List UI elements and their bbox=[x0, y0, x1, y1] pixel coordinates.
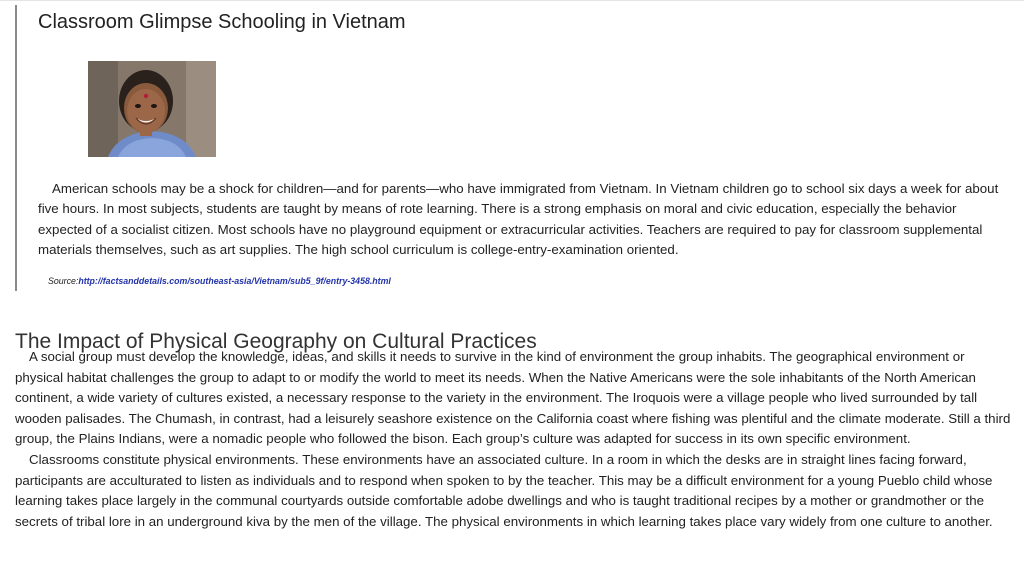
callout-title: Classroom Glimpse Schooling in Vietnam bbox=[38, 11, 406, 33]
source-link[interactable]: http://factsanddetails.com/southeast-asia/Vietnam/sub5_9f/entry-3458.html bbox=[78, 276, 391, 286]
article-paragraph: A social group must develop the knowledge, ideas, and skills it needs to survive in the kind of environment the group inhabits. The geographical environment or physical habitat challenges the group to adapt to or modify the world to meet its needs. When the Native Americans were the sole inhabitants of the North American continent, a wide variety of cultures existed, a necessary response to the variety in the environment. The Iroquois were a village people who lived surrounded by tall wooden palisades. The Chumash, in contrast, had a leisurely seashore existence on the California coast where fishing was plentiful and the climate moderate. Still a third group, the Plains Indians, were a nomadic people who followed the bison. Each group’s culture was adapted for success in its own specific environment. bbox=[15, 349, 1011, 447]
source-label: Source: bbox=[48, 276, 79, 286]
photo-illustration bbox=[88, 61, 216, 157]
source-line bbox=[48, 276, 391, 286]
callout-text: American schools may be a shock for children—and for parents—who have immigrated from Vietnam. In Vietnam children go to school six days a week for about five hours. In most subjects, students are taught by means of rote learning. There is a strong emphasis on moral and civic education, especially the behavior expected of a socialist citizen. Most schools have no playground equipment or extracurricular activities. Teachers are required to pay for classroom supplemental materials themselves, such as art supplies. The high school curriculum is college-entry-examination oriented. bbox=[38, 181, 999, 258]
callout-box bbox=[15, 5, 1010, 291]
article-paragraph: Classrooms constitute physical environments. These environments have an associated culture. In a room in which the desks are in straight lines facing forward, participants are acculturated to listen as individuals and to respond when spoken to by the teacher. This may be a difficult environment for a young Pueblo child whose learning takes place largely in the communal courtyards outside comfortable adobe dwellings and who is taught traditional recipes by a mother or grandmother or the secrets of tribal lore in an underground kiva by the men of the village. The physical environments in which learning takes place vary widely from one culture to another. bbox=[15, 451, 993, 529]
article-body bbox=[15, 347, 1013, 532]
section-heading: The Impact of Physical Geography on Cultural Practices bbox=[15, 330, 537, 354]
girl-photo bbox=[88, 61, 216, 157]
